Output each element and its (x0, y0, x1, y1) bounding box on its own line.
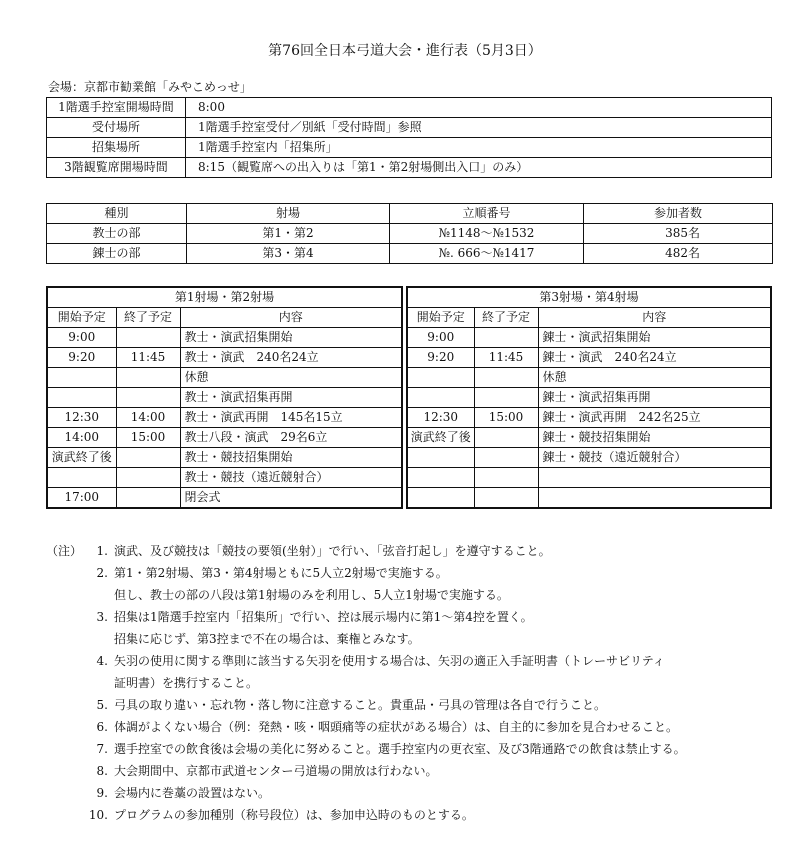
end-time (474, 468, 538, 488)
note-text: 招集は1階選手控室内「招集所」で行い、控は展示場内に第1～第4控を置く。 (114, 610, 533, 624)
start-time: 9:00 (407, 328, 474, 348)
participants-cell: №. 666～№1417 (390, 244, 584, 264)
start-time (407, 468, 474, 488)
end-time (474, 428, 538, 448)
schedule-table-right (406, 286, 772, 509)
info-value: 1階選手控室受付／別紙「受付時間」参照 (186, 118, 772, 138)
participants-header: 種別 (47, 204, 187, 224)
note-text: 但し、教士の部の八段は第1射場のみを利用し、5人立1射場で実施する。 (114, 588, 509, 602)
end-time (116, 368, 180, 388)
note-number: 5. (96, 698, 108, 712)
note-number: 8. (96, 764, 108, 778)
info-table (46, 97, 772, 178)
note-item (46, 540, 786, 562)
start-time (47, 388, 116, 408)
note-text: 演武、及び競技は「競技の要領(坐射）」で行い、「弦音打起し」を遵守すること。 (114, 544, 551, 558)
note-number: 1. (96, 544, 108, 558)
participants-cell: 第3・第4 (187, 244, 390, 264)
start-time: 演武終了後 (47, 448, 116, 468)
end-time (474, 328, 538, 348)
start-time (47, 368, 116, 388)
note-item (46, 738, 786, 760)
schedule-header: 開始予定 (47, 308, 116, 328)
schedule-content (538, 488, 771, 509)
page-title: 第76回全日本弓道大会・進行表（5月3日） (268, 43, 542, 59)
notes-section (46, 540, 786, 826)
note-number: 2. (96, 566, 108, 580)
note-number: 4. (96, 654, 108, 668)
info-key: 3階観覧席開場時間 (47, 158, 186, 178)
schedule-header: 内容 (180, 308, 402, 328)
schedule-content (538, 468, 771, 488)
participants-header: 射場 (187, 204, 390, 224)
note-item (46, 606, 786, 628)
start-time (407, 488, 474, 509)
schedule-header: 終了予定 (474, 308, 538, 328)
notes-prefix: （注） (46, 544, 83, 558)
schedule-content: 錬士・演武招集再開 (538, 388, 771, 408)
schedule-header: 開始予定 (407, 308, 474, 328)
note-item (46, 584, 786, 606)
start-time: 演武終了後 (407, 428, 474, 448)
schedule-row (47, 368, 402, 388)
end-time (116, 468, 180, 488)
schedule-content: 閉会式 (180, 488, 402, 509)
participants-row (47, 224, 773, 244)
schedule-content: 錬士・競技招集開始 (538, 428, 771, 448)
schedule-row (47, 348, 402, 368)
start-time: 12:30 (47, 408, 116, 428)
note-item (46, 562, 786, 584)
participants-cell: №1148～№1532 (390, 224, 584, 244)
note-text: 第1・第2射場、第3・第4射場ともに5人立2射場で実施する。 (114, 566, 448, 580)
schedule-row (47, 408, 402, 428)
info-value: 1階選手控室内「招集所」 (186, 138, 772, 158)
venue-label: 会場：京都市勧業館「みやこめっせ」 (48, 80, 252, 94)
note-text: 招集に応じず、第3控まで不在の場合は、棄権とみなす。 (114, 632, 420, 646)
note-item (46, 804, 786, 826)
start-time (407, 448, 474, 468)
end-time: 14:00 (116, 408, 180, 428)
schedule-row (407, 428, 771, 448)
note-item (46, 672, 786, 694)
note-text: 弓具の取り違い・忘れ物・落し物に注意すること。貴重品・弓具の管理は各自で行うこと。 (114, 698, 607, 712)
note-text: 会場内に巻藁の設置はない。 (114, 786, 271, 800)
schedule-header: 内容 (538, 308, 771, 328)
note-item (46, 760, 786, 782)
schedule-content: 教士・演武招集再開 (180, 388, 402, 408)
participants-table (46, 203, 773, 264)
schedule-row (407, 388, 771, 408)
start-time: 17:00 (47, 488, 116, 509)
schedule-content: 錬士・競技（遠近競射合） (538, 448, 771, 468)
note-text: 選手控室での飲食後は会場の美化に努めること。選手控室内の更衣室、及び3階通路での飲食は禁止する。 (114, 742, 686, 756)
schedule-content: 錬士・演武 240名24立 (538, 348, 771, 368)
end-time (116, 488, 180, 509)
schedule-table-left (46, 286, 403, 509)
participants-row (47, 244, 773, 264)
schedule-row (407, 368, 771, 388)
start-time: 14:00 (47, 428, 116, 448)
info-row (47, 158, 772, 178)
schedule-content: 休憩 (538, 368, 771, 388)
schedule-row (47, 468, 402, 488)
schedule-right-group: 第3射場・第4射場 (407, 287, 771, 308)
end-time (474, 368, 538, 388)
note-item (46, 694, 786, 716)
schedule-row (47, 428, 402, 448)
info-row (47, 98, 772, 118)
end-time (116, 328, 180, 348)
end-time (116, 448, 180, 468)
schedule-row (47, 448, 402, 468)
schedule-content: 教士・演武招集開始 (180, 328, 402, 348)
note-number: 9. (96, 786, 108, 800)
schedule-row (407, 448, 771, 468)
end-time: 11:45 (116, 348, 180, 368)
participants-cell: 385名 (584, 224, 773, 244)
note-number: 3. (96, 610, 108, 624)
schedule-row (407, 348, 771, 368)
note-item (46, 628, 786, 650)
note-text: 大会期間中、京都市武道センター弓道場の開放は行わない。 (114, 764, 438, 778)
participants-header: 立順番号 (390, 204, 584, 224)
end-time: 15:00 (116, 428, 180, 448)
end-time (474, 448, 538, 468)
end-time: 11:45 (474, 348, 538, 368)
info-key: 受付場所 (47, 118, 186, 138)
end-time (116, 388, 180, 408)
schedule-row (407, 468, 771, 488)
info-key: 招集場所 (47, 138, 186, 158)
info-value: 8:15（観覧席への出入りは「第1・第2射場側出入口」のみ） (186, 158, 772, 178)
note-number: 6. (96, 720, 108, 734)
schedule-left-group: 第1射場・第2射場 (47, 287, 402, 308)
schedule-header: 終了予定 (116, 308, 180, 328)
start-time (407, 388, 474, 408)
note-item (46, 782, 786, 804)
schedule-content: 休憩 (180, 368, 402, 388)
schedule-content: 教士・競技招集開始 (180, 448, 402, 468)
start-time: 9:20 (47, 348, 116, 368)
info-row (47, 118, 772, 138)
start-time: 9:00 (47, 328, 116, 348)
note-item (46, 650, 786, 672)
info-row (47, 138, 772, 158)
note-text: 証明書）を携行すること。 (114, 676, 259, 690)
schedule-content: 教士・演武 240名24立 (180, 348, 402, 368)
participants-cell: 第1・第2 (187, 224, 390, 244)
schedule-content: 教士八段・演武 29名6立 (180, 428, 402, 448)
start-time: 12:30 (407, 408, 474, 428)
schedule-content: 教士・競技（遠近競射合） (180, 468, 402, 488)
schedule-content: 錬士・演武再開 242名25立 (538, 408, 771, 428)
start-time (47, 468, 116, 488)
schedule-row (407, 488, 771, 509)
participants-cell: 教士の部 (47, 224, 187, 244)
schedule-row (47, 488, 402, 509)
note-text: プログラムの参加種別（称号段位）は、参加申込時のものとする。 (114, 808, 474, 822)
end-time (474, 388, 538, 408)
schedule-content: 錬士・演武招集開始 (538, 328, 771, 348)
note-text: 矢羽の使用に関する準則に該当する矢羽を使用する場合は、矢羽の適正入手証明書（トレーサビリティ (114, 654, 665, 668)
schedule-row (47, 388, 402, 408)
start-time: 9:20 (407, 348, 474, 368)
note-item (46, 716, 786, 738)
schedule-row (407, 408, 771, 428)
info-value: 8:00 (186, 98, 772, 118)
info-key: 1階選手控室開場時間 (47, 98, 186, 118)
end-time: 15:00 (474, 408, 538, 428)
note-number: 10. (88, 808, 108, 822)
participants-cell: 482名 (584, 244, 773, 264)
schedule-row (47, 328, 402, 348)
schedule-row (407, 328, 771, 348)
participants-cell: 錬士の部 (47, 244, 187, 264)
end-time (474, 488, 538, 509)
note-text: 体調がよくない場合（例：発熱・咳・咽頭痛等の症状がある場合）は、自主的に参加を見合わせること。 (114, 720, 679, 734)
note-number: 7. (96, 742, 108, 756)
start-time (407, 368, 474, 388)
participants-header: 参加者数 (584, 204, 773, 224)
schedule-content: 教士・演武再開 145名15立 (180, 408, 402, 428)
